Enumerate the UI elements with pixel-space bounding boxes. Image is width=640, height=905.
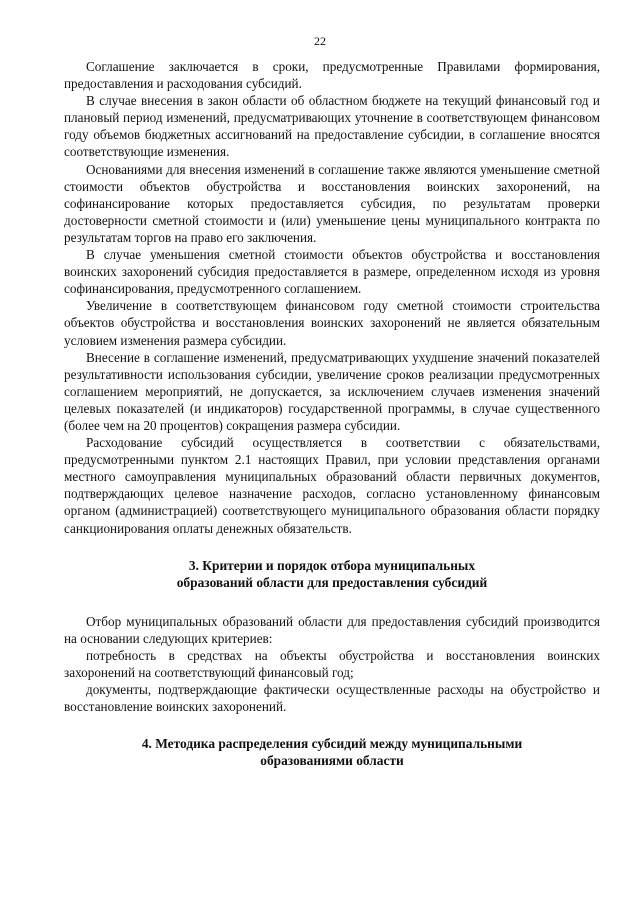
paragraph: документы, подтверждающие фактически осуществленные расходы на обустройство и восстановление воинских захоронений. xyxy=(64,682,600,715)
section-3-heading-line1: 3. Критерии и порядок отбора муниципальных xyxy=(188,557,476,573)
paragraph: Расходование субсидий осуществляется в соответствии с обязательствами, предусмотренными пунктом 2.1 настоящих Правил, при условии представления органами местного самоуправления муниципальных образований области первичных документов, подтверждающих целевое назначение расходов, согласно установленному финансовым органом (администрацией) соответствующего муниципального образования области порядку санкционирования оплаты денежных обязательств. xyxy=(64,435,600,536)
section-4-heading-line1: 4. Методика распределения субсидий между муниципальными xyxy=(141,736,523,752)
section-4-heading-line2: образованиями области xyxy=(260,753,404,769)
paragraph: Соглашение заключается в сроки, предусмотренные Правилами формирования, предоставления и расходования субсидий. xyxy=(64,59,600,92)
section-3-heading xyxy=(64,557,600,591)
paragraph: Увеличение в соответствующем финансовом году сметной стоимости строительства объектов обустройства и восстановления воинских захоронений не является обязательным условием изменения размера субсидии. xyxy=(64,298,600,348)
paragraph: Отбор муниципальных образований области для предоставления субсидий производится на основании следующих критериев: xyxy=(64,613,600,646)
section-3-body xyxy=(64,613,600,716)
section-3-heading-line2: образований области для предоставления субсидий xyxy=(176,574,488,590)
section-4-heading xyxy=(64,735,600,769)
document-body xyxy=(64,58,600,769)
paragraph: Внесение в соглашение изменений, предусматривающих ухудшение значений показателей результативности использования субсидии, увеличение сроков реализации предусмотренных соглашением мероприятий, не допускается, за исключением случаев изменения значений целевых показателей (и индикаторов) государственной программы, в случае существенного (более чем на 20 процентов) сокращения размера субсидии. xyxy=(64,349,600,433)
paragraph: Основаниями для внесения изменений в соглашение также являются уменьшение сметной стоимости объектов обустройства и восстановления воинских захоронений, на софинансирование которых предоставляется субсидия, по результатам проверки достоверности сметной стоимости и (или) уменьшение цены муниципального контракта по результатам торгов на право его заключения. xyxy=(64,161,600,245)
paragraph: потребность в средствах на объекты обустройства и восстановления воинских захоронений на соответствующий финансовый год; xyxy=(64,647,600,680)
page-number: 22 xyxy=(314,34,326,48)
paragraph: В случае внесения в закон области об областном бюджете на текущий финансовый год и плановый период изменений, предусматривающих уточнение в соответствующем финансовом году объемов бюджетных ассигнований на предоставление субсидии, в соглашение вносятся соответствующие изменения. xyxy=(64,93,600,160)
paragraph: В случае уменьшения сметной стоимости объектов обустройства и восстановления воинских захоронений субсидия предоставляется в размере, определенном исходя из уровня софинансирования, предусмотренного соглашением. xyxy=(64,247,600,297)
